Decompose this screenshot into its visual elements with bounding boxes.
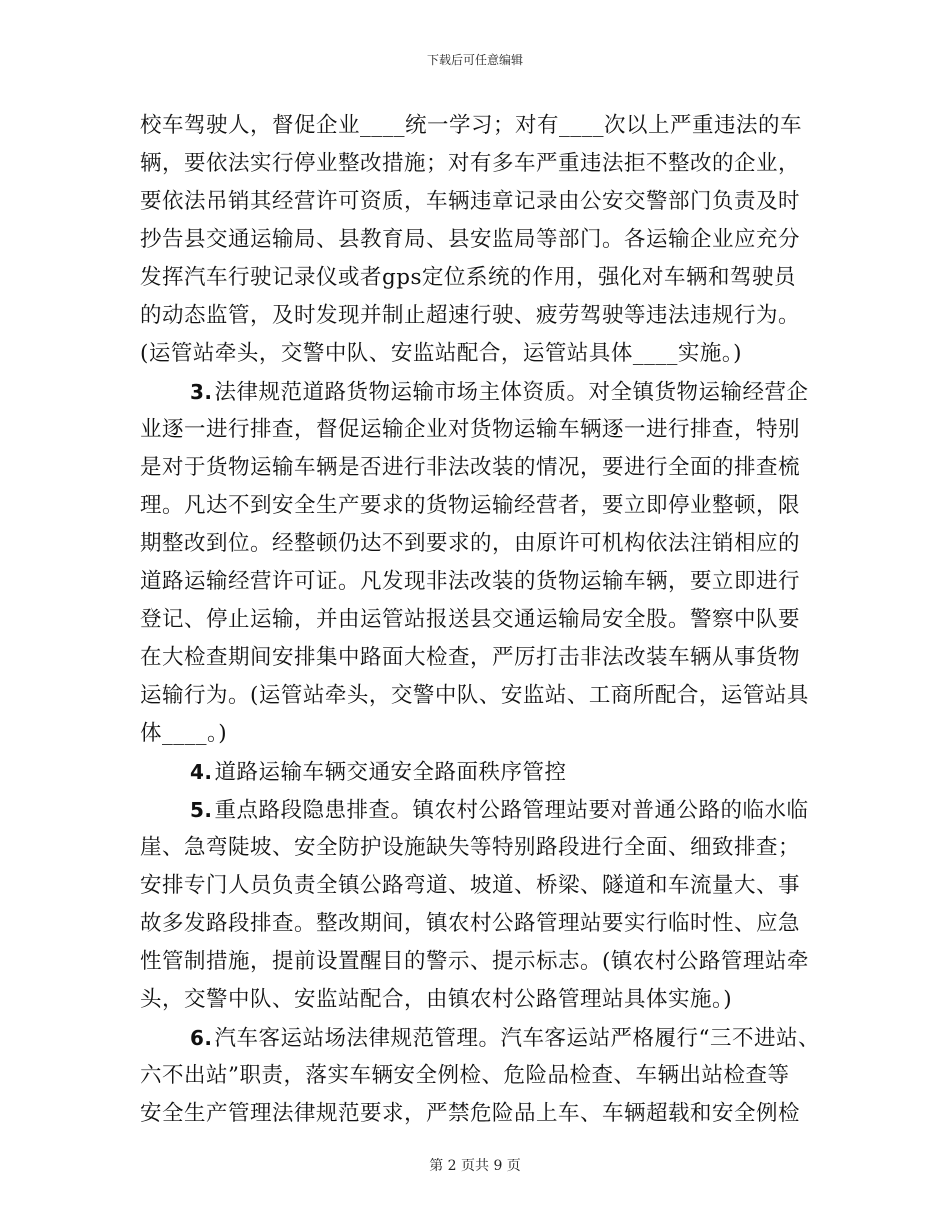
page-header: 下载后可任意编辑 (426, 53, 523, 67)
paragraph-line: 的动态监管，及时发现并制止超速行驶、疲劳驾驶等违法违规行为。 (140, 303, 801, 328)
item-4-heading: 4.道路运输车辆交通安全路面秩序管控 (190, 760, 567, 785)
paragraph-line: 故多发路段排查。整改期间，镇农村公路管理站要实行临时性、应急 (140, 911, 801, 936)
paragraph-line: 安排专门人员负责全镇公路弯道、坡道、桥梁、隧道和车流量大、事 (140, 873, 801, 898)
paragraph-line: 六不出站”职责，落实车辆安全例检、危险品检查、车辆出站检查等 (140, 1063, 790, 1088)
paragraph-line: 辆，要依法实行停业整改措施；对有多车严重违法拒不整改的企业， (140, 151, 801, 176)
paragraph-line: 性管制措施，提前设置醒目的警示、提示标志。(镇农村公路管理站牵 (140, 949, 809, 974)
paragraph-line: (运管站牵头，交警中队、安监站配合，运管站具体____实施。) (140, 341, 743, 366)
item-5-heading: 5.重点路段隐患排查。镇农村公路管理站要对普通公路的临水临 (190, 798, 809, 823)
item-number: 3. (190, 380, 213, 404)
paragraph-line: 理。凡达不到安全生产要求的货物运输经营者，要立即停业整顿，限 (140, 493, 801, 518)
paragraph-line: 登记、停止运输，并由运管站报送县交通运输局安全股。警察中队要 (140, 607, 801, 632)
paragraph-line: 崖、急弯陡坡、安全防护设施缺失等特别路段进行全面、细致排查； (140, 835, 801, 860)
paragraph-line: 校车驾驶人，督促企业____统一学习；对有____次以上严重违法的车 (140, 113, 803, 138)
item-3-heading: 3.法律规范道路货物运输市场主体资质。对全镇货物运输经营企 (190, 380, 809, 405)
paragraph-line: 头，交警中队、安监站配合，由镇农村公路管理站具体实施。) (140, 987, 733, 1012)
paragraph-line: 要依法吊销其经营许可资质，车辆违章记录由公安交警部门负责及时 (140, 189, 801, 214)
paragraph-line: 期整改到位。经整顿仍达不到要求的，由原许可机构依法注销相应的 (140, 531, 801, 556)
paragraph-line: 运输行为。(运管站牵头，交警中队、安监站、工商所配合，运管站具 (140, 683, 809, 708)
paragraph-line: 是对于货物运输车辆是否进行非法改装的情况，要进行全面的排查梳 (140, 455, 801, 480)
paragraph-line: 安全生产管理法律规范要求，严禁危险品上车、车辆超载和安全例检 (140, 1101, 801, 1126)
page-footer: 第 2 页共 9 页 (429, 1158, 521, 1174)
item-number: 6. (190, 1026, 213, 1050)
paragraph-line: 业逐一进行排查，督促运输企业对货物运输车辆逐一进行排查，特别 (140, 417, 801, 442)
item-number: 5. (190, 798, 213, 822)
paragraph-line: 在大检查期间安排集中路面大检查，严厉打击非法改装车辆从事货物 (140, 645, 801, 670)
item-6-heading: 6.汽车客运站场法律规范管理。汽车客运站严格履行“三不进站、 (190, 1026, 821, 1051)
paragraph-line: 道路运输经营许可证。凡发现非法改装的货物运输车辆，要立即进行 (140, 569, 801, 594)
paragraph-line: 发挥汽车行驶记录仪或者gps定位系统的作用，强化对车辆和驾驶员 (140, 265, 797, 290)
item-number: 4. (190, 760, 213, 784)
paragraph-line: 体____。) (140, 721, 228, 746)
paragraph-line: 抄告县交通运输局、县教育局、县安监局等部门。各运输企业应充分 (140, 227, 801, 252)
